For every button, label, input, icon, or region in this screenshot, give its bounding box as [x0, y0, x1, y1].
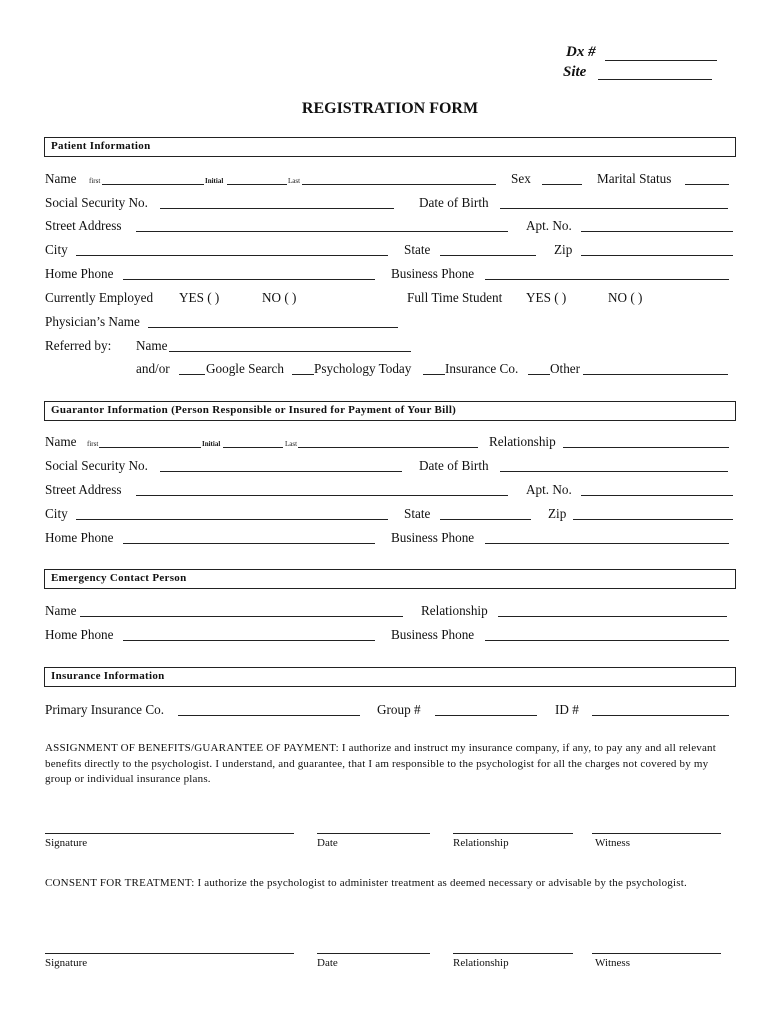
page-title: REGISTRATION FORM [301, 100, 479, 117]
referred-name-label: Name [136, 338, 168, 353]
zip-label: Zip [554, 242, 573, 257]
other-field[interactable] [583, 374, 728, 375]
guarantor-info-heading: Guarantor Information (Person Responsible or Insured for Payment of Your Bill) [44, 401, 736, 421]
referred-label: Referred by: [45, 338, 112, 353]
site-label: Site [563, 64, 587, 80]
e-name-label: Name [45, 603, 77, 618]
id-field[interactable] [592, 715, 729, 716]
date-label-2: Date [317, 957, 338, 969]
first-label: first [89, 177, 101, 185]
e-business-phone-label: Business Phone [391, 627, 475, 642]
initial-field[interactable] [227, 184, 287, 185]
fulltime-no-checkbox[interactable]: NO ( ) [608, 290, 643, 305]
insurance-info-heading: Insurance Information [44, 667, 736, 687]
g-last-label: Last [285, 440, 298, 448]
google-label: Google Search [206, 361, 284, 376]
business-phone-field[interactable] [485, 279, 729, 280]
dob-label: Date of Birth [419, 195, 489, 210]
employed-label: Currently Employed [45, 290, 154, 305]
group-field[interactable] [435, 715, 537, 716]
zip-field[interactable] [581, 255, 733, 256]
insco-check-field[interactable] [423, 374, 445, 375]
g-apt-field[interactable] [581, 495, 733, 496]
andor-label: and/or [136, 361, 170, 376]
marital-field[interactable] [685, 184, 729, 185]
emergency-contact-heading: Emergency Contact Person [44, 569, 736, 589]
witness-line-2[interactable] [592, 953, 721, 954]
initial-label: Initial [205, 177, 224, 185]
e-relationship-label: Relationship [421, 603, 488, 618]
state-field[interactable] [440, 255, 536, 256]
date-line-2[interactable] [317, 953, 430, 954]
witness-label-2: Witness [595, 957, 630, 969]
signature-line-1[interactable] [45, 833, 294, 834]
e-name-field[interactable] [80, 616, 403, 617]
last-name-field[interactable] [302, 184, 496, 185]
primary-insurance-label: Primary Insurance Co. [45, 702, 165, 717]
psych-check-field[interactable] [292, 374, 314, 375]
dx-label: Dx # [566, 44, 596, 60]
other-label: Other [550, 361, 581, 376]
g-last-name-field[interactable] [298, 447, 478, 448]
state-label: State [404, 242, 431, 257]
group-label: Group # [377, 702, 421, 717]
dx-field[interactable] [605, 60, 717, 61]
google-check-field[interactable] [179, 374, 205, 375]
psych-label: Psychology Today [314, 361, 412, 376]
physician-field[interactable] [148, 327, 398, 328]
city-label: City [45, 242, 68, 257]
e-home-phone-label: Home Phone [45, 627, 114, 642]
g-street-field[interactable] [136, 495, 508, 496]
ssn-field[interactable] [160, 208, 394, 209]
relationship-line-2[interactable] [453, 953, 573, 954]
g-state-field[interactable] [440, 519, 531, 520]
sex-field[interactable] [542, 184, 582, 185]
home-phone-field[interactable] [123, 279, 375, 280]
g-home-phone-label: Home Phone [45, 530, 114, 545]
name-label: Name [45, 171, 77, 186]
e-home-phone-field[interactable] [123, 640, 375, 641]
last-label: Last [288, 177, 301, 185]
g-dob-label: Date of Birth [419, 458, 489, 473]
referred-name-field[interactable] [169, 351, 411, 352]
g-ssn-label: Social Security No. [45, 458, 148, 473]
fulltime-yes-checkbox[interactable]: YES ( ) [526, 290, 567, 305]
e-relationship-field[interactable] [498, 616, 727, 617]
apt-label: Apt. No. [526, 218, 572, 233]
marital-label: Marital Status [597, 171, 672, 186]
witness-line-1[interactable] [592, 833, 721, 834]
relationship-line-1[interactable] [453, 833, 573, 834]
employed-yes-checkbox[interactable]: YES ( ) [179, 290, 220, 305]
dob-field[interactable] [500, 208, 728, 209]
assignment-paragraph: ASSIGNMENT OF BENEFITS/GUARANTEE OF PAYMENT: I authorize and instruct my insurance company, if any, to pay any and all relevant benefits directly to the psychologist. I understand, and guarantee, that I am responsible to the psychologist for all the charges not covered by my group or individual insurance plans. [45, 742, 717, 785]
g-first-name-field[interactable] [99, 447, 201, 448]
business-phone-label: Business Phone [391, 266, 475, 281]
g-city-label: City [45, 506, 68, 521]
g-state-label: State [404, 506, 431, 521]
city-field[interactable] [76, 255, 388, 256]
physician-label: Physician’s Name [45, 314, 140, 329]
street-field[interactable] [136, 231, 508, 232]
site-field[interactable] [598, 79, 712, 80]
date-label-1: Date [317, 837, 338, 849]
primary-insurance-field[interactable] [178, 715, 360, 716]
id-label: ID # [555, 702, 579, 717]
g-first-label: first [87, 440, 99, 448]
g-dob-field[interactable] [500, 471, 728, 472]
g-home-phone-field[interactable] [123, 543, 375, 544]
g-initial-label: Initial [202, 440, 221, 448]
e-business-phone-field[interactable] [485, 640, 729, 641]
patient-info-heading: Patient Information [44, 137, 736, 157]
g-zip-label: Zip [548, 506, 567, 521]
home-phone-label: Home Phone [45, 266, 114, 281]
g-street-label: Street Address [45, 482, 122, 497]
relationship-label-1: Relationship [453, 837, 509, 849]
g-apt-label: Apt. No. [526, 482, 572, 497]
first-name-field[interactable] [102, 184, 204, 185]
fulltime-label: Full Time Student [407, 290, 503, 305]
apt-field[interactable] [581, 231, 733, 232]
date-line-1[interactable] [317, 833, 430, 834]
employed-no-checkbox[interactable]: NO ( ) [262, 290, 297, 305]
g-relationship-field[interactable] [563, 447, 729, 448]
signature-label-1: Signature [45, 837, 88, 849]
g-zip-field[interactable] [573, 519, 733, 520]
g-city-field[interactable] [76, 519, 388, 520]
ssn-label: Social Security No. [45, 195, 148, 210]
consent-paragraph: CONSENT FOR TREATMENT: I authorize the psychologist to administer treatment as deemed necessary or advisable by the psychologist. [45, 877, 687, 889]
g-name-label: Name [45, 434, 77, 449]
g-business-phone-label: Business Phone [391, 530, 475, 545]
street-label: Street Address [45, 218, 122, 233]
relationship-label-2: Relationship [453, 957, 509, 969]
signature-line-2[interactable] [45, 953, 294, 954]
g-business-phone-field[interactable] [485, 543, 729, 544]
signature-label-2: Signature [45, 957, 88, 969]
g-initial-field[interactable] [223, 447, 283, 448]
g-relationship-label: Relationship [489, 434, 556, 449]
other-check-field[interactable] [528, 374, 550, 375]
insco-label: Insurance Co. [445, 361, 519, 376]
witness-label-1: Witness [595, 837, 630, 849]
g-ssn-field[interactable] [160, 471, 402, 472]
sex-label: Sex [511, 171, 531, 186]
